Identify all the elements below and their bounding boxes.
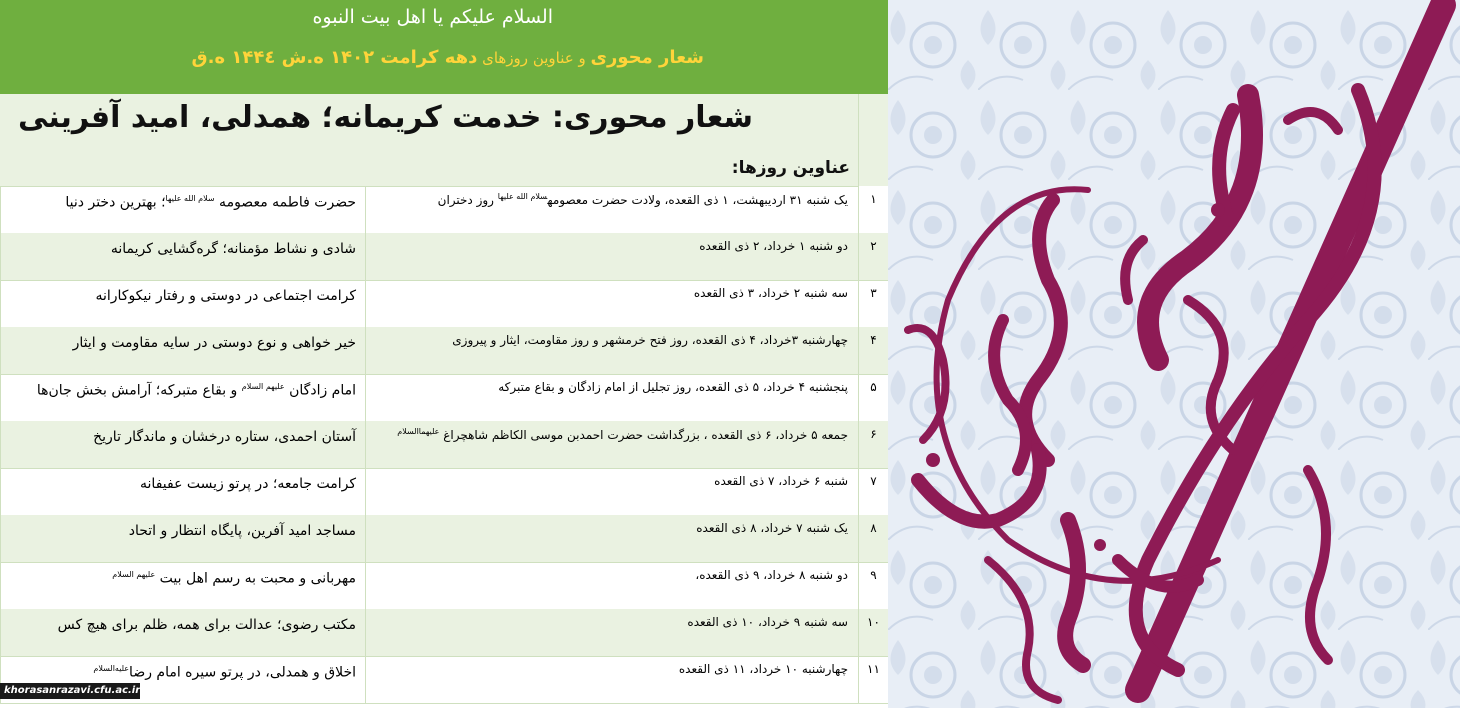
row-date-cell xyxy=(365,609,858,656)
row-number: ۹ xyxy=(858,562,888,609)
row-date-cell xyxy=(365,421,858,468)
row-date-honorific: علیهماالسلام xyxy=(397,427,440,436)
row-theme-text: کرامت اجتماعی در دوستی و رفتار نیکوکارانه xyxy=(95,288,356,304)
greeting-text: السلام علیکم یا اهل بیت النبوه xyxy=(312,6,553,28)
header-subtitle-part-c: دهه کرامت ۱۴۰۲ ه.ش ۱۴۴٤ ه.ق xyxy=(191,47,478,68)
calligraphy-artwork xyxy=(888,0,1460,708)
row-theme-text: حضرت فاطمه معصومه xyxy=(214,194,356,211)
row-number: ۴ xyxy=(858,327,888,374)
row-date-text: یک شنبه ۷ خرداد، ۸ ذی القعده xyxy=(696,521,848,535)
row-number: ۱۱ xyxy=(858,656,888,703)
row-date-tail: روز دختران xyxy=(437,193,498,207)
row-number: ۳ xyxy=(858,280,888,327)
table-row xyxy=(0,233,888,281)
row-theme-cell xyxy=(0,468,365,515)
row-theme-text: شادی و نشاط مؤمنانه؛ گره‌گشایی کریمانه xyxy=(110,241,356,257)
row-number: ۱ xyxy=(858,186,888,233)
header-subtitle-part-a: شعار محوری xyxy=(590,47,704,68)
row-theme-text: مکتب رضوی؛ عدالت برای همه، ظلم برای هیچ کس xyxy=(57,617,356,633)
row-theme-cell xyxy=(0,562,365,609)
row-theme-text: مهربانی و محبت به رسم اهل بیت xyxy=(155,570,356,587)
row-theme-cell xyxy=(0,280,365,327)
row-date-cell xyxy=(365,468,858,515)
row-number: ۶ xyxy=(858,421,888,468)
row-theme-cell xyxy=(0,233,365,280)
row-date-text: سه شنبه ۹ خرداد، ۱۰ ذی القعده xyxy=(687,615,848,629)
watermark-badge: khorasanrazavi.cfu.ac.ir xyxy=(0,683,140,699)
row-date-text: دو شنبه ۱ خرداد، ۲ ذی القعده xyxy=(699,239,848,253)
calligraphy-dot xyxy=(1211,203,1225,217)
row-date-cell xyxy=(365,280,858,327)
row-date-text: سه شنبه ۲ خرداد، ۳ ذی القعده xyxy=(693,286,848,300)
row-theme-tail: ؛ بهترین دختر دنیا xyxy=(65,194,166,211)
row-date-cell xyxy=(365,515,858,562)
row-number: ۸ xyxy=(858,515,888,562)
header-banner xyxy=(0,0,888,94)
row-theme-honorific: علیهم السلام xyxy=(241,382,285,391)
calligraphy-dot xyxy=(926,453,940,467)
table-row xyxy=(0,562,888,610)
number-column-header xyxy=(858,94,889,186)
table-row xyxy=(0,280,888,328)
row-theme-cell xyxy=(0,374,365,421)
row-date-text: دو شنبه ۸ خرداد، ۹ ذی القعده، xyxy=(695,568,848,582)
row-theme-honorific: علیهم السلام xyxy=(112,570,156,579)
row-theme-honorific: علیه‌السلام xyxy=(93,664,130,673)
row-date-text: پنجشنبه ۴ خرداد، ۵ ذی القعده، روز تجلیل از امام زادگان و بقاع متبرکه xyxy=(498,380,848,394)
row-date-text: چهارشنبه ۳خرداد، ۴ ذی القعده، روز فتح خرمشهر و روز مقاومت، ایثار و پیروزی xyxy=(452,333,848,347)
row-date-text: شنبه ۶ خرداد، ۷ ذی القعده xyxy=(714,474,848,488)
row-date-cell xyxy=(365,233,858,280)
table-row xyxy=(0,374,888,422)
row-date-cell xyxy=(365,186,858,233)
table-row xyxy=(0,186,888,234)
row-theme-cell xyxy=(0,609,365,656)
row-date-text: یک شنبه ۳۱ اردیبهشت، ۱ ذی القعده، ولادت حضرت معصومه xyxy=(547,193,848,207)
calligraphy-panel xyxy=(888,0,1460,708)
row-date-honorific: سلام الله علیها xyxy=(497,192,548,201)
row-date-cell xyxy=(365,656,858,703)
row-date-cell xyxy=(365,327,858,374)
row-theme-text: اخلاق و همدلی، در پرتو سیره امام رضا xyxy=(129,664,356,681)
row-number: ۲ xyxy=(858,233,888,280)
table-row xyxy=(0,327,888,375)
row-theme-text: کرامت جامعه؛ در پرتو زیست عفیفانه xyxy=(140,476,356,492)
table-row xyxy=(0,515,888,563)
row-theme-honorific: سلام الله علیها xyxy=(165,194,215,203)
row-theme-cell xyxy=(0,421,365,468)
row-theme-cell xyxy=(0,515,365,562)
row-number: ۷ xyxy=(858,468,888,515)
main-slogan-title: شعار محوری: خدمت کریمانه؛ همدلی، امید آفرینی xyxy=(17,100,753,135)
days-subtitle: عناوین روزها: xyxy=(731,158,850,178)
row-theme-text: آستان احمدی، ستاره درخشان و ماندگار تاریخ xyxy=(93,429,356,445)
calligraphy-dot xyxy=(1094,539,1106,551)
row-theme-text: امام زادگان xyxy=(284,382,356,399)
row-theme-tail: و بقاع متبرکه؛ آرامش بخش جان‌ها xyxy=(36,382,242,399)
row-theme-cell xyxy=(0,186,365,233)
table-row xyxy=(0,421,888,469)
row-date-text: چهارشنبه ۱۰ خرداد، ۱۱ ذی القعده xyxy=(678,662,848,676)
header-subtitle-part-b: و عناوین روزهای xyxy=(477,49,591,67)
table-row xyxy=(0,468,888,516)
row-date-text: جمعه ۵ خرداد، ۶ ذی القعده ، بزرگداشت حضرت احمدبن موسی الکاظم شاهچراغ xyxy=(439,428,848,442)
row-number: ۱۰ xyxy=(858,609,888,656)
row-date-cell xyxy=(365,562,858,609)
row-theme-cell xyxy=(0,327,365,374)
row-number: ۵ xyxy=(858,374,888,421)
header-subtitle xyxy=(192,47,704,68)
row-theme-text: مساجد امید آفرین، پایگاه انتظار و اتحاد xyxy=(128,523,356,539)
table-row xyxy=(0,609,888,657)
row-theme-text: خیر خواهی و نوع دوستی در سایه مقاومت و ایثار xyxy=(72,335,356,351)
row-date-cell xyxy=(365,374,858,421)
